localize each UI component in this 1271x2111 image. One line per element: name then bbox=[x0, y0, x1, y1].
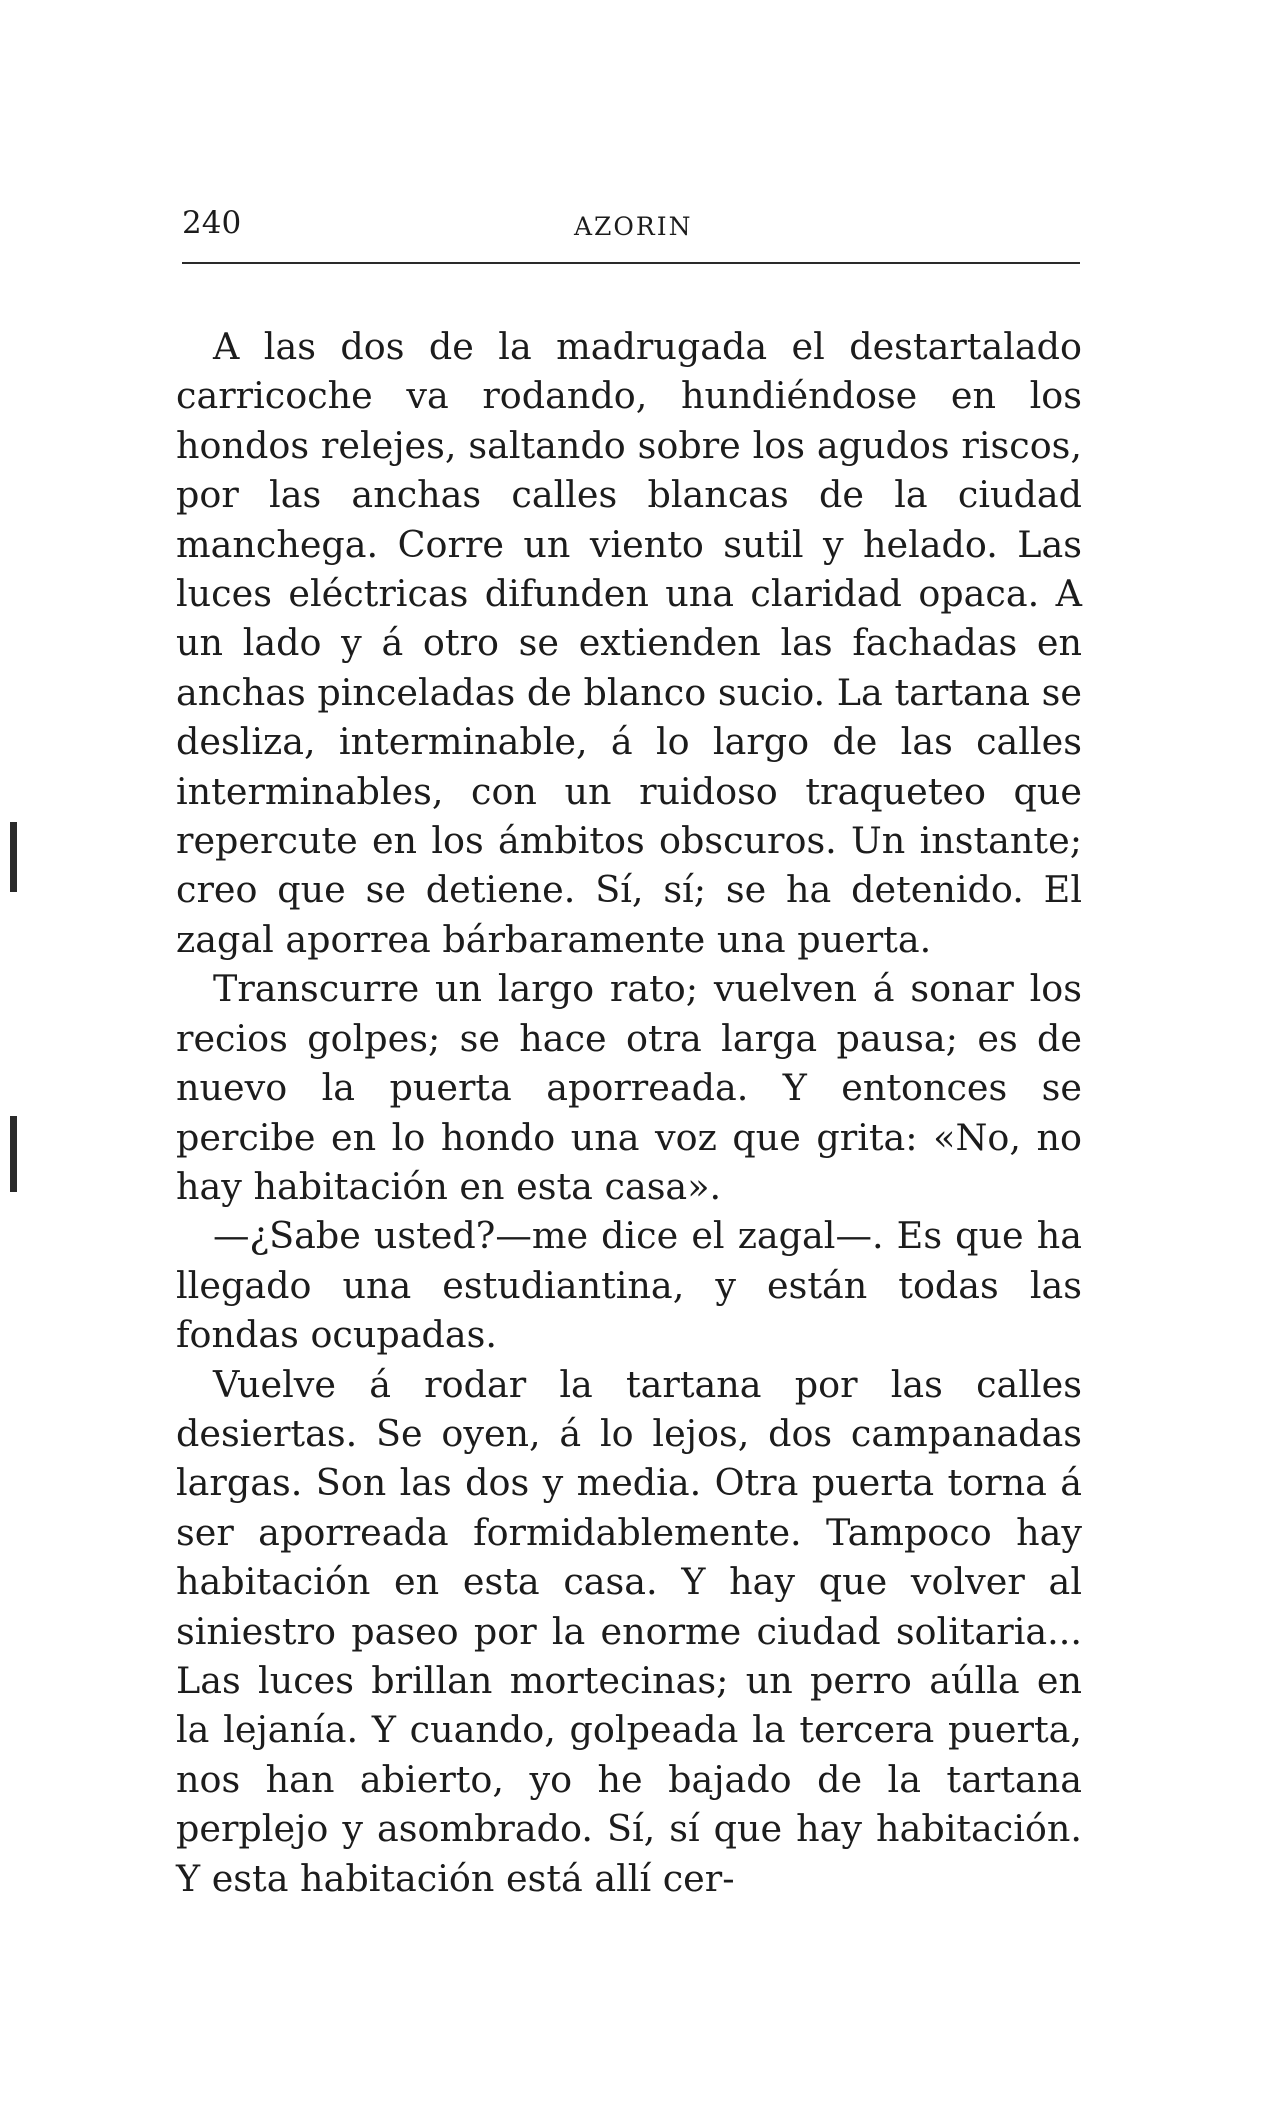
paragraph: A las dos de la madrugada el destartalado carricoche va rodando, hundiéndose en los hondos relejes, saltando sobre los agudos riscos, por las anchas calles blancas de la ciudad manchega. Corre un viento sutil y helado. Las luces eléctricas difunden una claridad opaca. A un lado y á otro se extienden las fachadas en anchas pinceladas de blanco sucio. La tartana se desliza, interminable, á lo largo de las calles interminables, con un ruidoso traqueteo que repercute en los ámbitos obscuros. Un instante; creo que se detiene. Sí, sí; se ha detenido. El zagal aporrea bárbaramente una puerta. bbox=[176, 325, 1082, 961]
running-head bbox=[182, 203, 1082, 253]
paragraph: Transcurre un largo rato; vuelven á sonar los recios golpes; se hace otra larga pausa; es de nuevo la puerta aporreada. Y entonces se percibe en lo hondo una voz que grita: «No, no hay habitación en esta casa». bbox=[176, 967, 1082, 1208]
page-number: 240 bbox=[182, 205, 242, 241]
author-running-title: AZORIN bbox=[574, 212, 693, 241]
paragraph: Vuelve á rodar la tartana por las calles desiertas. Se oyen, á lo lejos, dos campanadas largas. Son las dos y media. Otra puerta torna á ser aporreada formidablemente. Tampoco hay habitación en esta casa. Y hay que volver al siniestro paseo por la enorme ciudad solitaria... Las luces brillan mortecinas; un perro aúlla en la lejanía. Y cuando, golpeada la tercera puerta, nos han abierto, yo he bajado de la tartana perplejo y asombrado. Sí, sí que hay habitación. Y esta habitación está allí cer- bbox=[176, 1362, 1082, 1900]
body-text bbox=[176, 322, 1082, 1903]
header-rule bbox=[182, 262, 1080, 264]
scan-artifact-mark bbox=[10, 1116, 17, 1192]
paragraph: —¿Sabe usted?—me dice el zagal—. Es que ha llegado una estudiantina, y están todas las fondas ocupadas. bbox=[176, 1214, 1082, 1357]
scan-artifact-mark bbox=[10, 822, 17, 892]
